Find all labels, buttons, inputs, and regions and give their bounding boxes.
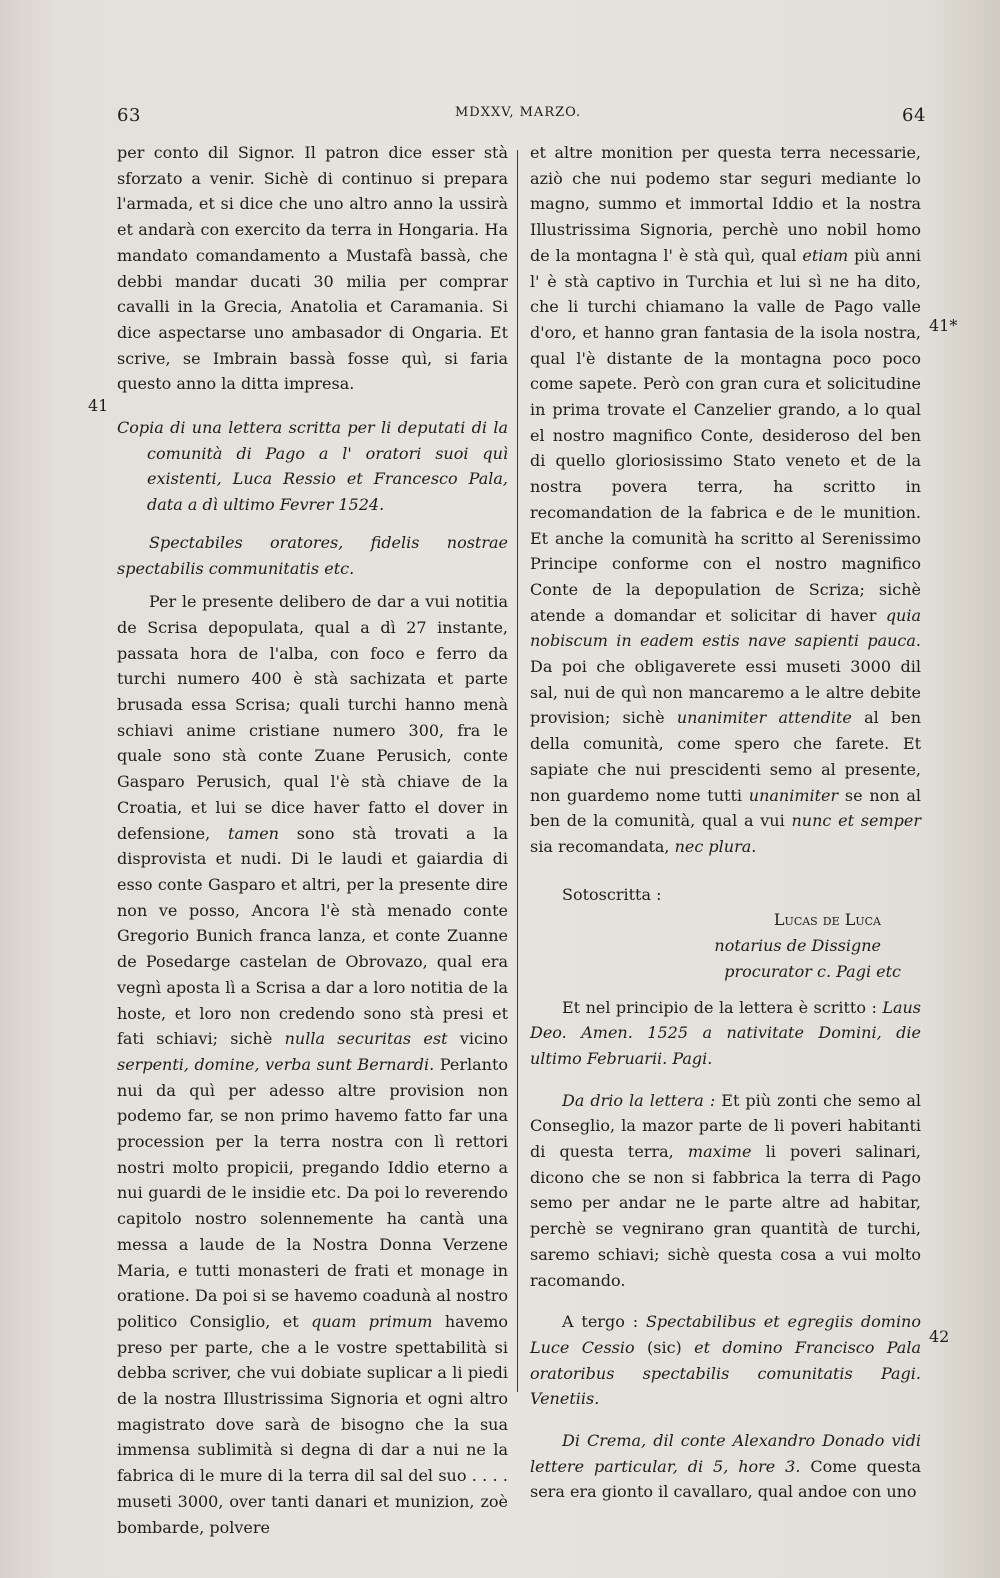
letter-salutation: Spectabiles oratores, fidelis nostrae spectabilis communitatis etc. [117, 532, 508, 578]
running-header: MDXXV, MARZO. [455, 105, 582, 120]
signature-role: notarius de Dissigne [714, 936, 881, 956]
signature-intro: Sotoscritta : [562, 884, 662, 904]
margin-note-41-left: 41 [88, 396, 109, 415]
paragraph: Et nel principio de la lettera è scritto : Laus Deo. Amen. 1525 a nativitate Domini, die ultimo Februarii. Pagi. [530, 997, 921, 1068]
page-number-right: 64 [902, 105, 926, 126]
signature-name: Lucas de Luca [773, 910, 881, 930]
paragraph: per conto dil Signor. Il patron dice esser stà sforzato a venir. Sichè di continuo si prepara l'armada, et si dice che uno altro anno la ussirà et andarà con exercito da terra in Hongaria. Ha mandato comandamento a Mustafà bassà, che debbi mandar ducati 30 milia per comprar cavalli in la Grecia, Anatolia et Caramania. Si dice aspectarse uno ambasador di Ongaria. Et scrive, se Imbrain bassà fosse quì, si faria questo anno la ditta impresa. [117, 143, 508, 394]
column-divider [517, 150, 518, 1392]
paragraph: Di Crema, dil conte Alexandro Donado vidi lettere particular, di 5, hore 3. Come questa sera era gionto il cavallaro, qual andoe con uno [530, 1431, 922, 1502]
paragraph: A tergo : Spectabilibus et egregiis domino Luce Cessio (sic) et domino Francisco Pala oratoribus spectabilis comunitatis Pagi. Venetiis. [530, 1312, 921, 1409]
signature-role: procurator c. Pagi etc [724, 961, 901, 981]
paragraph: Da drio la lettera : Et più zonti che semo al Conseglio, la mazor parte de li poveri habitanti di questa terra, maxime li poveri salinari, dicono che se non si fabbrica la terra di Pago semo per andar ne le parte altre ad habitar, perchè se vegnirano gran quantità de turchi, saremo schiavi; sichè questa cosa a vui molto racomando. [530, 1090, 922, 1290]
paragraph: et altre monition per questa terra necessarie, aziò che nui podemo star seguri mediante lo magno, summo et immortal Iddio et la nostra Illustrissima Signoria, perchè uno nobil homo de la montagna l' è stà quì, qual etiam più anni l' è stà captivo in Turchia et lui sì ne ha dito, che li turchi chiamano la valle de Pago valle d'oro, et hanno gran fantasia de la isola nostra, qual l'è distante de la montagna poco poco come sapete. Però con gran cura et solicitudine in prima trovate el Canzelier grando, a lo qual el nostro magnifico Conte, desideroso del ben di quello gloriosissimo Stato veneto et de la nostra povera terra, ha scritto in recomandation de la fabrica e de le munition. Et anche la comunità ha scritto al Serenissimo Principe conforme con el nostro magnifico Conte de la depopulation de Scriza; sichè atende a domandar et solicitar di haver quia nobiscum in eadem estis nave sapienti pauca. Da poi che obligaverete essi museti 3000 dil sal, nui de quì non mancaremo a le altre debite provision; sichè unanimiter attendite al ben della comunità, come spero che farete. Et sapiate che nui prescidenti semo al presente, non guardemo nome tutti unanimiter se non al ben de la comunità, qual a vui nunc et semper sia recomandata, nec plura. [530, 143, 922, 856]
right-column [530, 140, 921, 1505]
margin-note-42-right: 42 [929, 1327, 950, 1346]
margin-note-41-right: 41* [929, 316, 958, 335]
left-column [117, 140, 508, 1540]
paragraph: Per le presente delibero de dar a vui notitia de Scrisa depopulata, qual a dì 27 instante, passata hora de l'alba, con foco e ferro da turchi numero 400 è stà sachizata et parte brusada essa Scrisa; quali turchi hanno menà schiavi anime cristiane numero 300, fra le quale sono stà conte Zuane Perusich, conte Gasparo Perusich, qual l'è stà chiave de la Croatia, et lui se dice haver fatto el dover in defensione, tamen sono stà trovati a la disprovista et nudi. Di le laudi et gaiardia di esso conte Gasparo et altri, per la presente dire non ve posso, Ancora l'è stà menado conte Gregorio Bunich franca lanza, et conte Zuanne de Posedarge castelan de Obrovazo, qual era vegnì aposta lì a Scrisa a dar a loro notitia de la hoste, et loro non credendo sono stà presi et fati schiavi; sichè nulla securitas est vicino serpenti, domine, verba sunt Bernardi. Perlanto nui da quì per adesso altre provision non podemo far, se non primo havemo fatto far una procession per la terra nostra con lì rettori nostri molto propicii, pregando Iddio eterno a nui guardi de le insidie etc. Da poi lo reverendo capitolo nostro solennemente ha cantà una messa a laude de la Nostra Donna Verzene Maria, e tutti monasteri de frati et monage in oratione. Da poi si se havemo coadunà al nostro politico Consiglio, et quam primum havemo preso per parte, che a le vostre spettabilità si debba scriver, che vui dobiate suplicar a li piedi de la nostra Illustrissima Signoria et ogni altro magistrato dove sarà de bisogno che la sua immensa sublimità si degna di dar a nui ne la fabrica di le mure di la terra dil sal del suo . . . . museti 3000, over tanti danari et munizion, zoè bombarde, polvere [117, 592, 509, 1537]
letter-heading: Copia di una lettera scritta per li deputati di la comunità di Pago a l' oratori suoi quì existenti, Luca Ressio et Francesco Pala, data a dì ultimo Fevrer 1524. [117, 418, 508, 515]
page-number-left: 63 [117, 105, 141, 126]
